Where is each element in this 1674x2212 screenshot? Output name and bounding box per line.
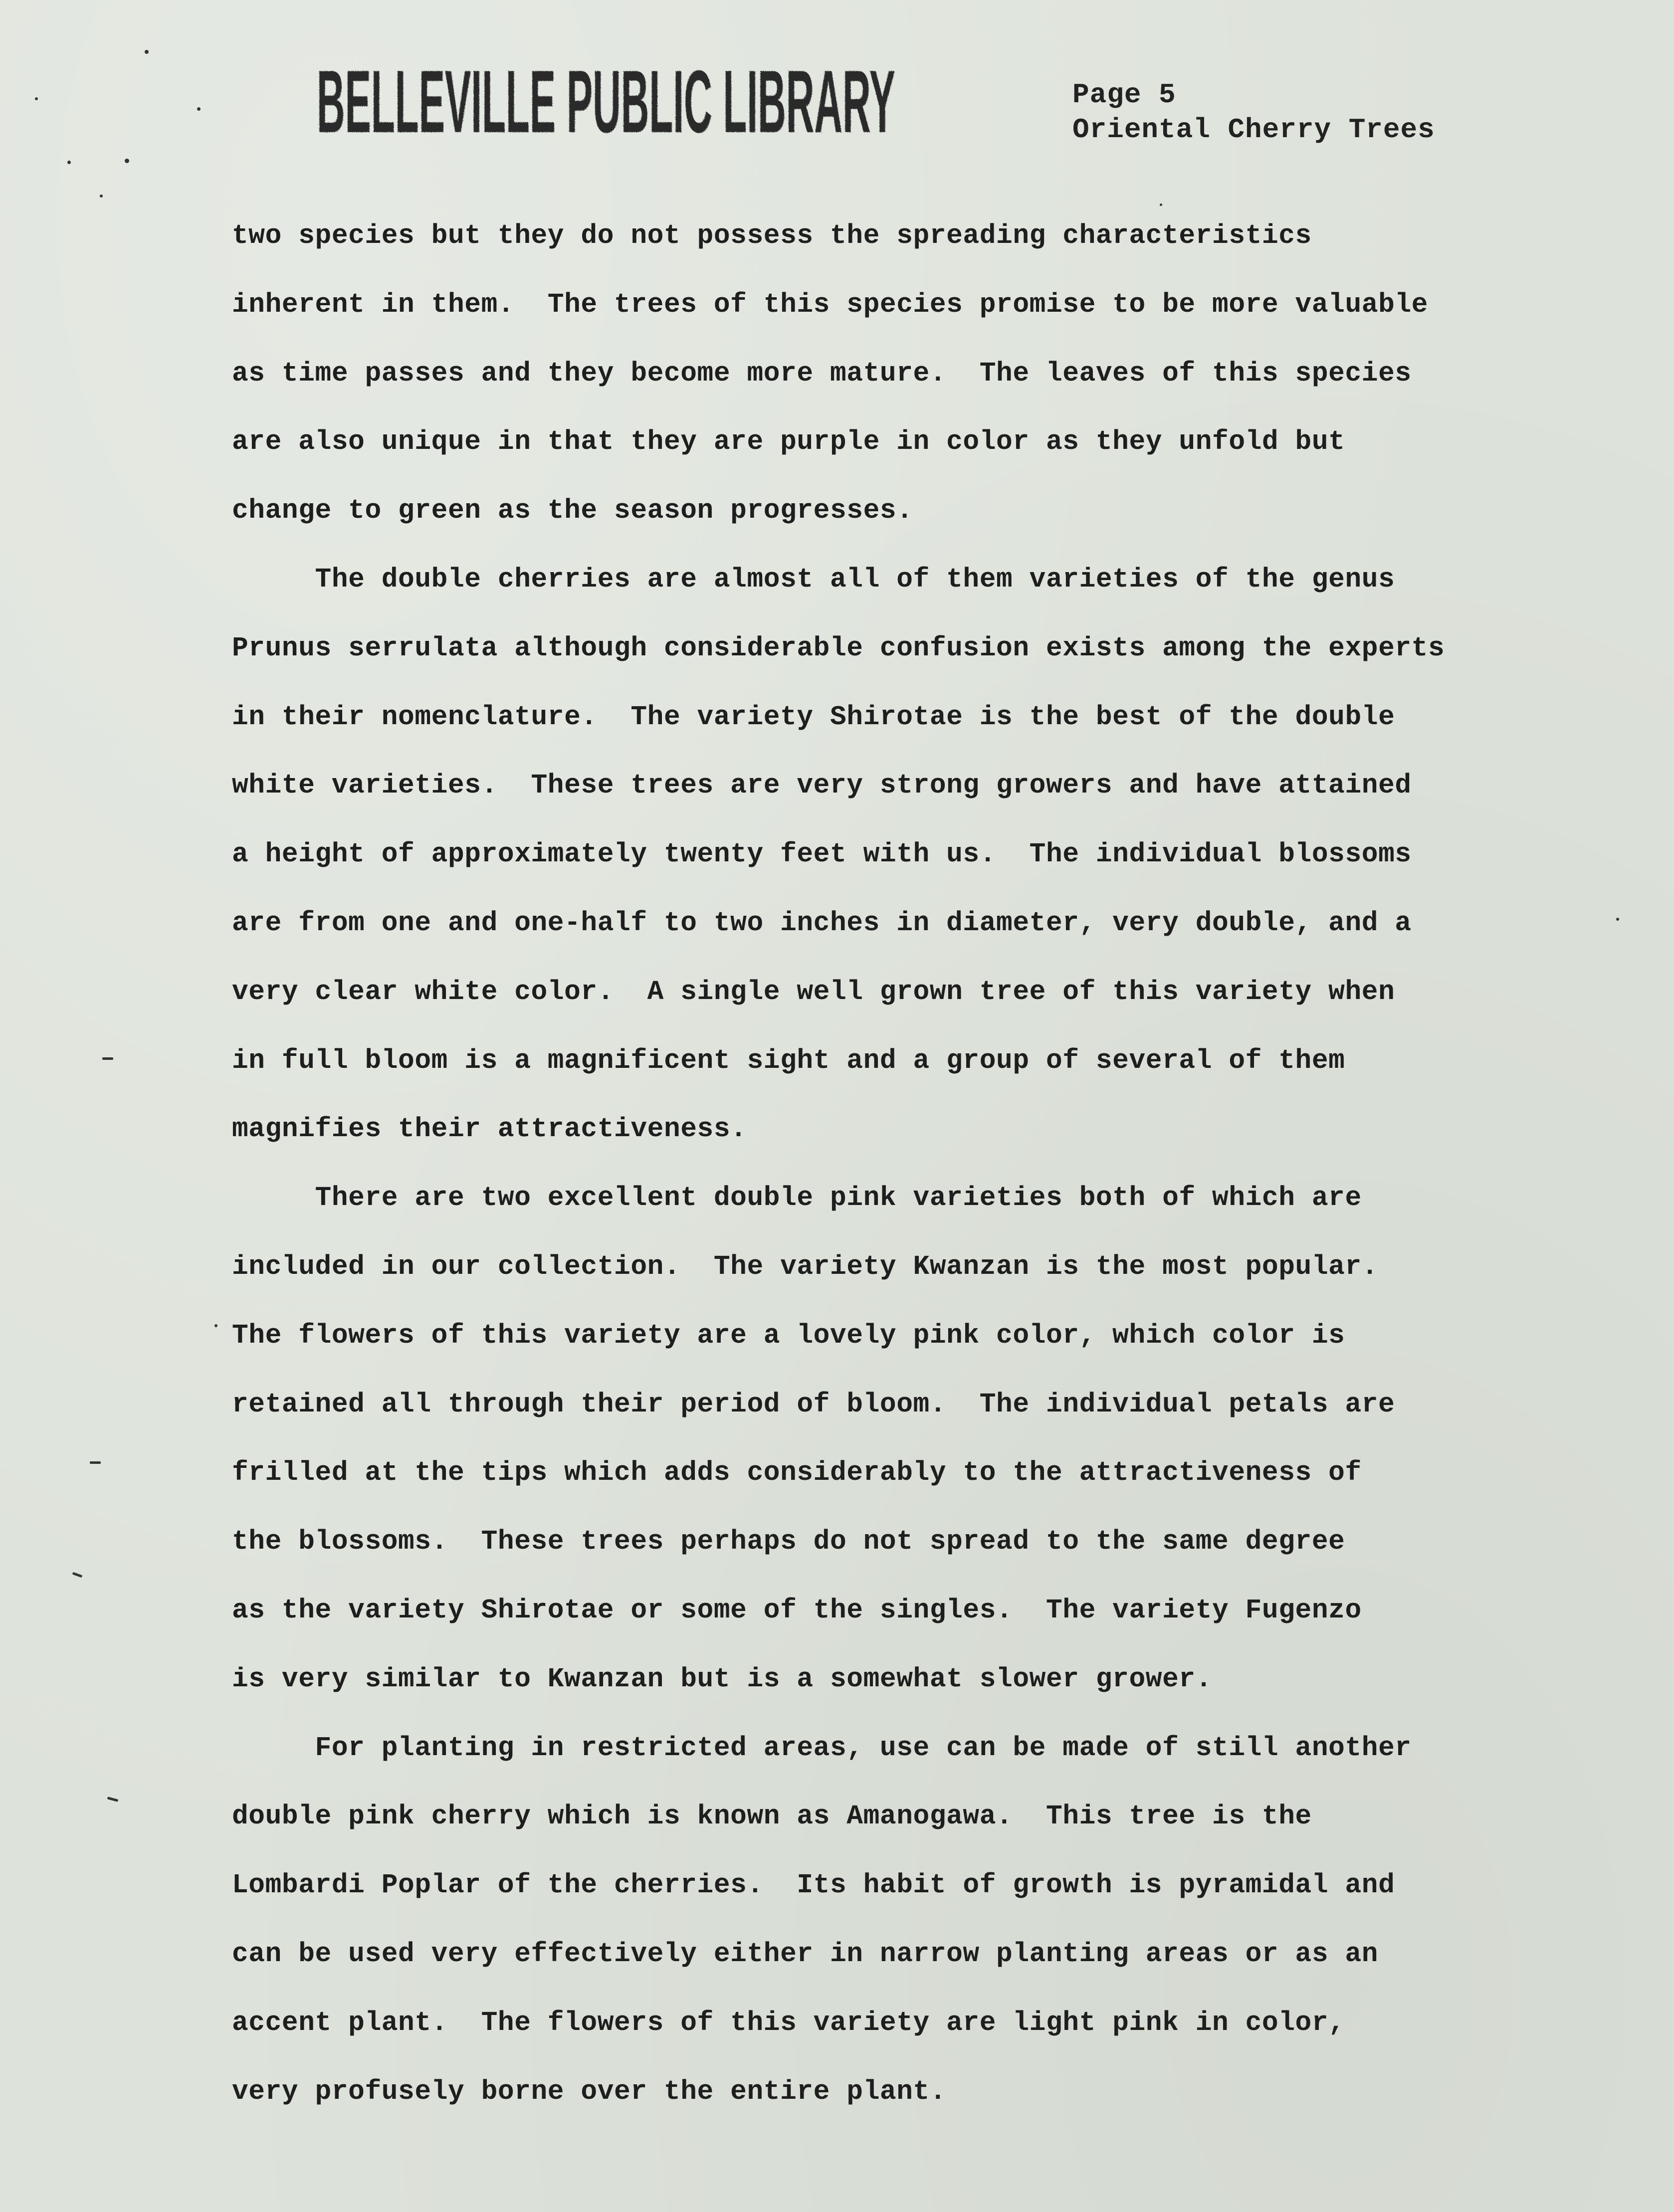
text-line: in full bloom is a magnificent sight and a group of several of them: [232, 1045, 1345, 1076]
text-line: is very similar to Kwanzan but is a somewhat slower grower.: [232, 1664, 1213, 1695]
paper-speck: [67, 161, 71, 164]
text-line: can be used very effectively either in narrow planting areas or as an: [232, 1939, 1379, 1970]
paper-speck: [107, 1797, 119, 1802]
text-line: accent plant. The flowers of this variety are light pink in color,: [232, 2008, 1345, 2038]
text-line: retained all through their period of bloom. The individual petals are: [232, 1389, 1395, 1420]
text-line: For planting in restricted areas, use can be made of still another: [232, 1733, 1412, 1764]
library-stamp-text: BELLEVILLE PUBLIC LIBRARY: [317, 52, 895, 147]
text-line: the blossoms. These trees perhaps do not spread to the same degree: [232, 1527, 1345, 1558]
text-line: Prunus serrulata although considerable confusion exists among the experts: [232, 633, 1445, 664]
paper-speck: [197, 107, 201, 111]
document-body: [232, 202, 1519, 2126]
text-line: There are two excellent double pink varieties both of which are: [232, 1183, 1362, 1214]
text-line: in their nomenclature. The variety Shirotae is the best of the double: [232, 702, 1395, 733]
text-line: included in our collection. The variety Kwanzan is the most popular.: [232, 1251, 1379, 1282]
page-number: Page 5: [1072, 79, 1176, 111]
paper-speck: [72, 1572, 83, 1578]
text-line: very clear white color. A single well grown tree of this variety when: [232, 977, 1395, 1007]
text-line: very profusely borne over the entire plant.: [232, 2076, 947, 2107]
text-line: white varieties. These trees are very strong growers and have attained: [232, 771, 1412, 802]
text-line: double pink cherry which is known as Amanogawa. This tree is the: [232, 1802, 1312, 1832]
text-line: as time passes and they become more mature. The leaves of this species: [232, 358, 1412, 389]
paper-speck: [1616, 918, 1619, 921]
text-line: frilled at the tips which adds considerably to the attractiveness of: [232, 1458, 1362, 1489]
text-line: change to green as the season progresses.: [232, 496, 913, 527]
text-line: inherent in them. The trees of this species promise to be more valuable: [232, 289, 1428, 320]
text-line: two species but they do not possess the spreading characteristics: [232, 221, 1312, 251]
paper-speck: [35, 97, 38, 100]
text-line: Lombardi Poplar of the cherries. Its habit of growth is pyramidal and: [232, 1870, 1395, 1901]
page-header: [1072, 77, 1435, 147]
paper-speck: [214, 1324, 217, 1327]
text-line: The double cherries are almost all of them varieties of the genus: [232, 564, 1395, 595]
paper-speck: [100, 195, 103, 198]
text-line: magnifies their attractiveness.: [232, 1114, 747, 1145]
text-line: a height of approximately twenty feet with us. The individual blossoms: [232, 839, 1412, 870]
library-stamp-graphic: [312, 47, 900, 147]
document-title: Oriental Cherry Trees: [1072, 114, 1435, 146]
paper-speck: [125, 159, 129, 163]
text-line: as the variety Shirotae or some of the singles. The variety Fugenzo: [232, 1595, 1362, 1626]
library-stamp: [312, 47, 900, 147]
paper-speck: [145, 50, 149, 54]
text-line: are also unique in that they are purple in color as they unfold but: [232, 427, 1345, 458]
paper-speck: [1160, 203, 1162, 206]
text-line: are from one and one-half to two inches in diameter, very double, and a: [232, 908, 1412, 939]
paper-speck: [102, 1057, 113, 1060]
paper-speck: [90, 1461, 101, 1464]
text-line: The flowers of this variety are a lovely pink color, which color is: [232, 1320, 1345, 1351]
